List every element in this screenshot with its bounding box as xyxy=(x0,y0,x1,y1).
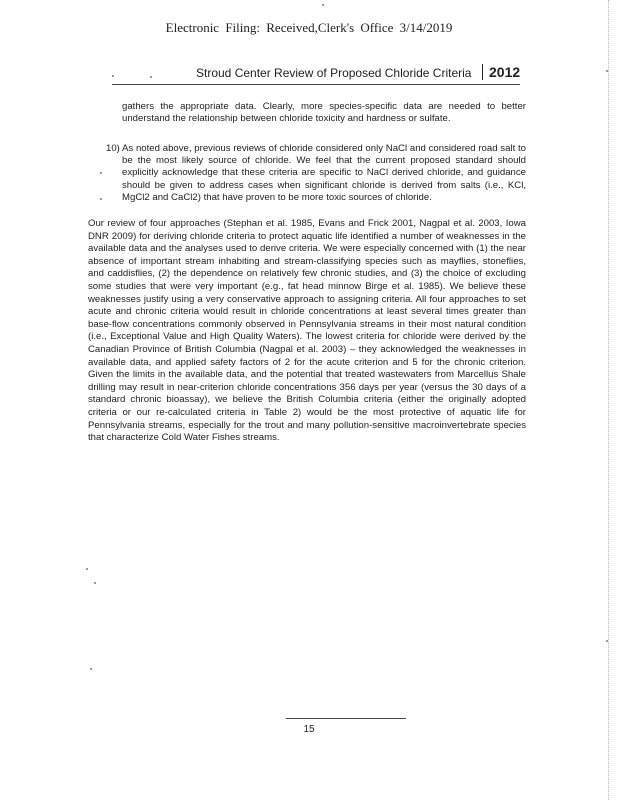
scan-speck xyxy=(86,568,88,570)
scan-speck xyxy=(100,198,102,200)
scan-speck xyxy=(100,172,102,174)
running-header xyxy=(196,64,521,80)
scan-speck xyxy=(322,4,324,6)
scan-speck xyxy=(94,582,96,584)
scan-edge xyxy=(608,0,610,800)
footer-rule xyxy=(286,718,406,719)
scan-speck xyxy=(90,668,92,670)
header-title: Stroud Center Review of Proposed Chloride Criteria xyxy=(196,66,472,80)
scan-speck xyxy=(606,640,608,642)
scan-speck xyxy=(606,70,608,72)
numbered-item-10 xyxy=(106,143,526,204)
scan-speck xyxy=(150,76,152,78)
item-text: As noted above, previous reviews of chloride considered only NaCl and considered road salt to be the most likely source of chloride. We feel that the current proposed standard should explicitly acknowledge that these criteria are specific to NaCl derived chloride, and guidance should be given to address cases when significant chloride is derived from salts (i.e., KCl, MgCl2 and CaCl2) that have proven to be more toxic sources of chloride. xyxy=(122,143,526,203)
header-year: 2012 xyxy=(482,64,520,80)
header-rule xyxy=(112,84,520,85)
continued-paragraph: gathers the appropriate data. Clearly, more species-specific data are needed to better understand the relationship between chloride toxicity and hardness or sulfate. xyxy=(122,101,526,125)
scan-speck xyxy=(112,75,114,77)
filing-stamp: Electronic Filing: Received,Clerk's Office 3/14/2019 xyxy=(165,20,453,35)
page-number: 15 xyxy=(303,724,315,735)
item-number: 10) xyxy=(106,143,120,154)
main-paragraph: Our review of four approaches (Stephan et al. 1985, Evans and Frick 2001, Nagpal et al. 2003, Iowa DNR 2009) for deriving chloride criteria to protect aquatic life identified a number of weaknesses in the available data and the analyses used to derive criteria. We were especially concerned with (1) the near absence of important stream inhabiting and stream-classifying species such as mayflies, stoneflies, and caddisflies, (2) the dependence on relatively few chronic studies, and (3) the choice of excluding some studies that were very important (e.g., fat head minnow Birge et al. 1985). We believe these weaknesses justify using a very conservative approach to assigning criteria. All four approaches to set acute and chronic criteria would result in chloride concentrations at least several times greater than base-flow concentrations commonly observed in Pennsylvania streams in their most natural condition (i.e., Exceptional Value and High Quality Waters). The lowest criteria for chloride were derived by the Canadian Province of British Columbia (Nagpal et al. 2003) – they acknowledged the weaknesses in available data, and applied safety factors of 2 for the acute criterion and 5 for the chronic criterion. Given the limits in the available data, and the potential that treated wastewaters from Marcellus Shale drilling may result in near-criterion chloride concentrations 356 days per year (versus the 30 days of a standard chronic bioassay), we believe the British Columbia criteria (either the originally adopted criteria or our re-calculated criteria in Table 2) would be the most protective of aquatic life for Pennsylvania streams, especially for the trout and many pollution-sensitive macroinvertebrate species that characterize Cold Water Fishes streams. xyxy=(88,218,526,444)
